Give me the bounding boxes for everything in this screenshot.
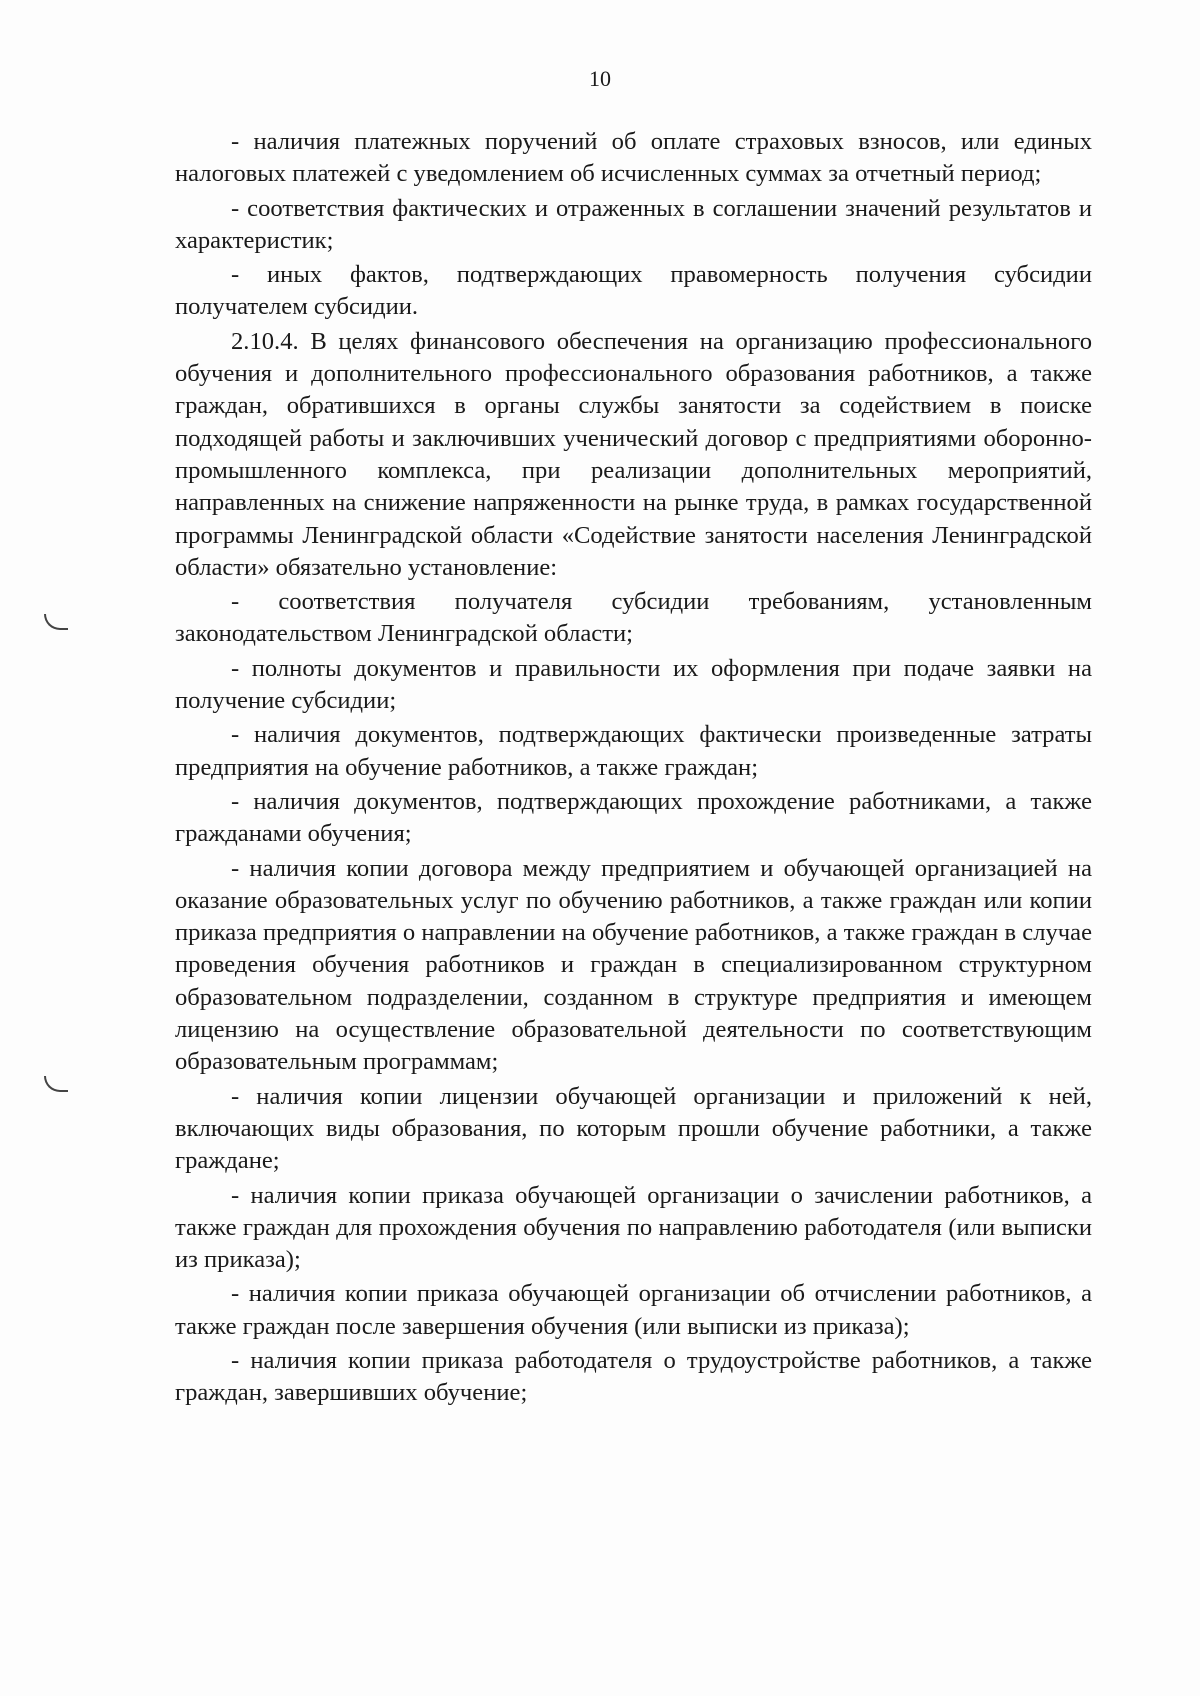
paragraph: - наличия копии приказа обучающей организации о зачислении работников, а также граждан для прохождения обучения по направлению работодателя (или выписки из приказа); xyxy=(175,1181,1092,1274)
margin-pencil-mark xyxy=(44,1076,68,1092)
paragraph: - наличия копии приказа обучающей организации об отчислении работников, а также граждан после завершения обучения (или выписки из приказа); xyxy=(175,1280,1092,1340)
document-body xyxy=(175,126,1092,1410)
paragraph: - наличия копии договора между предприятием и обучающей организацией на оказание образовательных услуг по обучению работников, а также граждан или копии приказа предприятия о направлении на обучение работников, а также граждан в случае проведения обучения работников и граждан в специализированном структурном образовательном подразделении, созданном в структуре предприятия и имеющем лицензию на осуществление образовательной деятельности по соответствующим образовательным программам; xyxy=(175,854,1092,1076)
paragraph: 2.10.4. В целях финансового обеспечения на организацию профессионального обучения и дополнительного профессионального образования работников, а также граждан, обратившихся в органы службы занятости за содействием в поиске подходящей работы и заключивших ученический договор с предприятиями оборонно-промышленного комплекса, при реализации дополнительных мероприятий, направленных на снижение напряженности на рынке труда, в рамках государственной программы Ленинградской области «Содействие занятости населения Ленинградской области» обязательно установление: xyxy=(175,327,1092,581)
paragraph: - наличия документов, подтверждающих фактически произведенные затраты предприятия на обучение работников, а также граждан; xyxy=(175,721,1092,781)
paragraph: - наличия платежных поручений об оплате страховых взносов, или единых налоговых платежей с уведомлением об исчисленных суммах за отчетный период; xyxy=(175,128,1092,188)
paragraph: - полноты документов и правильности их оформления при подаче заявки на получение субсидии; xyxy=(175,654,1092,715)
paragraph: - наличия копии лицензии обучающей организации и приложений к ней, включающих виды образования, по которым прошли обучение работники, а также граждане; xyxy=(175,1082,1092,1175)
paragraph: - соответствия фактических и отраженных в соглашении значений результатов и характеристик; xyxy=(175,194,1092,254)
paragraph: - наличия копии приказа работодателя о трудоустройстве работников, а также граждан, завершивших обучение; xyxy=(175,1346,1092,1407)
paragraph: - иных фактов, подтверждающих правомерность получения субсидии получателем субсидии. xyxy=(175,261,1092,321)
paragraph: - соответствия получателя субсидии требованиям, установленным законодательством Ленинградской области; xyxy=(175,588,1092,648)
page-number: 10 xyxy=(589,66,611,91)
margin-pencil-mark xyxy=(44,614,68,630)
paragraph: - наличия документов, подтверждающих прохождение работниками, а также гражданами обучения; xyxy=(175,787,1092,848)
